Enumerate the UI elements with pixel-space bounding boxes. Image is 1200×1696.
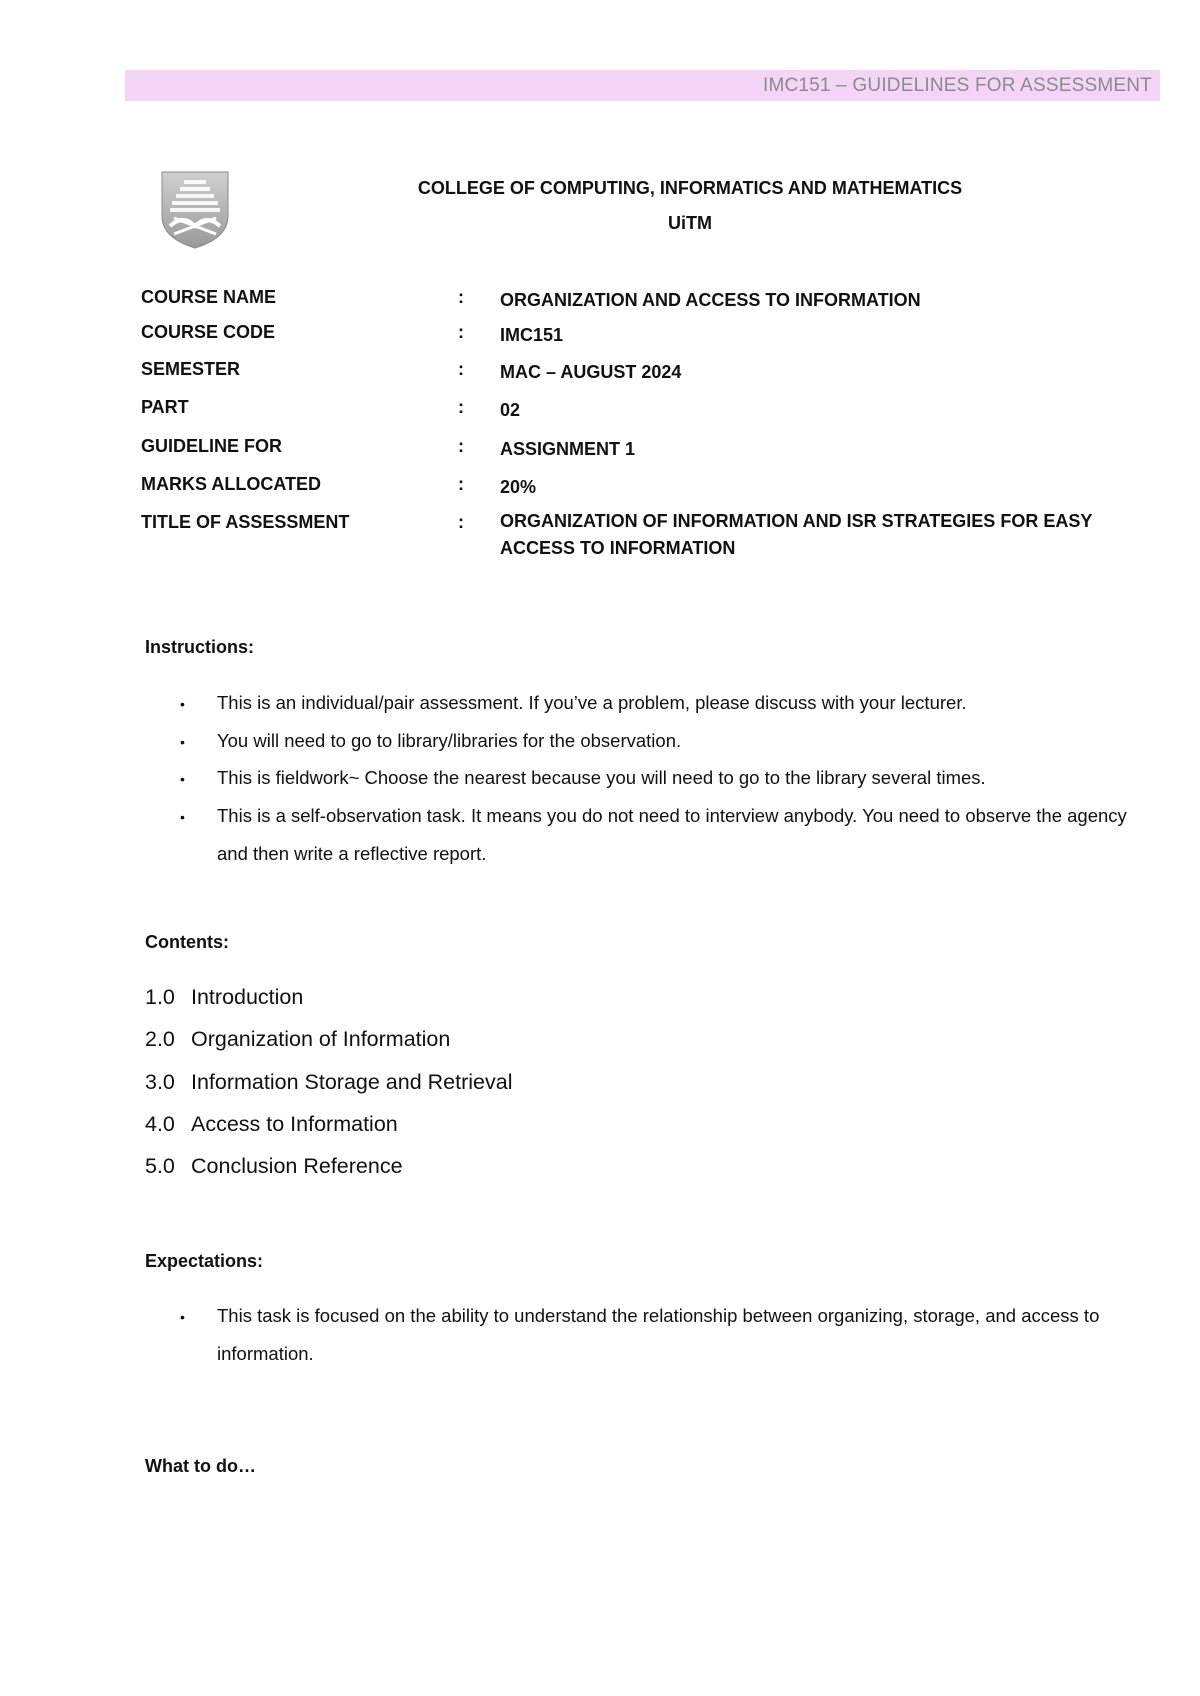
university-name: UiTM <box>668 213 712 233</box>
expectation-item: This task is focused on the ability to understand the relationship between organizing, storage, and access to information. <box>217 1305 1100 1364</box>
bullet: • <box>180 1309 185 1325</box>
info-value: IMC151 <box>500 325 564 345</box>
toc-item <box>145 1027 450 1052</box>
info-value: ASSIGNMENT 1 <box>500 439 636 459</box>
toc-number: 2.0 <box>145 1027 175 1051</box>
info-label: PART <box>141 397 189 417</box>
uitm-crest-icon <box>158 170 232 250</box>
info-label: COURSE CODE <box>141 322 276 342</box>
toc-label: Conclusion Reference <box>191 1154 403 1178</box>
toc-number: 4.0 <box>145 1112 175 1136</box>
toc-item <box>145 1112 398 1137</box>
instructions-heading: Instructions: <box>145 637 255 657</box>
toc-number: 5.0 <box>145 1154 175 1178</box>
expectations-heading: Expectations: <box>145 1251 264 1271</box>
info-colon: : <box>458 322 464 342</box>
info-value: ORGANIZATION AND ACCESS TO INFORMATION <box>500 290 921 310</box>
info-label: COURSE NAME <box>141 287 277 307</box>
info-colon: : <box>458 397 464 417</box>
bullet: • <box>180 771 185 787</box>
bullet: • <box>180 809 185 825</box>
info-value: ORGANIZATION OF INFORMATION AND ISR STRATEGIES FOR EASY ACCESS TO INFORMATION <box>500 511 1093 558</box>
college-name: COLLEGE OF COMPUTING, INFORMATICS AND MATHEMATICS <box>417 178 963 198</box>
header-text: IMC151 – GUIDELINES FOR ASSESSMENT <box>762 75 1152 96</box>
toc-item <box>145 985 303 1010</box>
instruction-item: You will need to go to library/libraries for the observation. <box>217 730 682 751</box>
toc-label: Introduction <box>191 985 304 1009</box>
toc-item <box>145 1070 512 1095</box>
toc-label: Access to Information <box>191 1112 398 1136</box>
bullet: • <box>180 696 185 712</box>
header-band <box>125 70 1160 101</box>
info-label: MARKS ALLOCATED <box>141 474 321 494</box>
instruction-item: This is fieldwork~ Choose the nearest because you will need to go to the library several times. <box>217 767 986 788</box>
info-colon: : <box>458 436 464 456</box>
info-value: 20% <box>500 477 537 497</box>
contents-heading: Contents: <box>145 932 229 952</box>
info-label: TITLE OF ASSESSMENT <box>141 512 350 532</box>
info-colon: : <box>458 512 464 532</box>
what-to-do-heading: What to do… <box>145 1456 256 1476</box>
toc-label: Information Storage and Retrieval <box>191 1070 513 1094</box>
bullet: • <box>180 734 185 750</box>
instruction-item: This is a self-observation task. It means you do not need to interview anybody. You need to observe the agency and then write a reflective report. <box>217 805 1127 864</box>
info-colon: : <box>458 359 464 379</box>
info-value: 02 <box>500 400 521 420</box>
info-colon: : <box>458 474 464 494</box>
info-value: MAC – AUGUST 2024 <box>500 362 682 382</box>
toc-number: 1.0 <box>145 985 175 1009</box>
info-label: GUIDELINE FOR <box>141 436 283 456</box>
instruction-item: This is an individual/pair assessment. If you’ve a problem, please discuss with your lecturer. <box>217 692 967 713</box>
toc-label: Organization of Information <box>191 1027 451 1051</box>
toc-item <box>145 1154 403 1179</box>
info-label: SEMESTER <box>141 359 241 379</box>
info-colon: : <box>458 287 464 307</box>
toc-number: 3.0 <box>145 1070 175 1094</box>
